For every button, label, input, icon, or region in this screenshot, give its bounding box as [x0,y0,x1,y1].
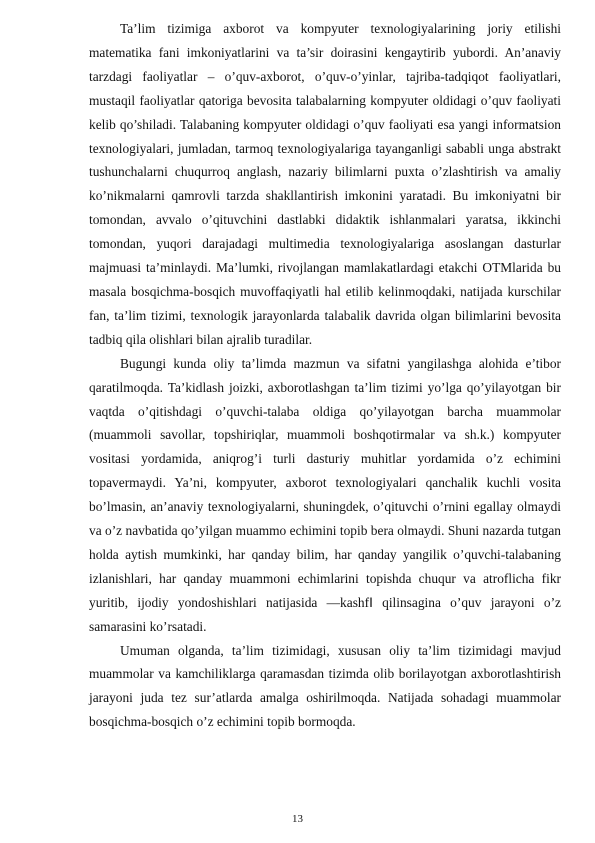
page-number: 13 [292,813,303,825]
paragraph-3: Umuman olganda, ta’lim tizimidagi, xususan oliy ta’lim tizimidagi mavjud muammolar va kamchiliklarga qaramasdan tizimda olib borilayotgan axborotlashtirish jarayoni juda tez sur’atlarda amalga oshirilmoqda. Natijada sohadagi muammolar bosqichma-bosqich o’z echimini topib bormoqda. [89,642,561,730]
paragraph-2: Bugungi kunda oliy ta’limda mazmun va sifatni yangilashga alohida e’tibor qaratilmoqda. Ta’kidlash joizki, axborotlashgan ta’lim tizimi yo’lga qo’yilayotgan bir vaqtda o’qitishdagi o’quvchi-talaba oldiga qo’yilayotgan barcha muammolar (muammoli savollar, topshiriqlar, muammoli boshqotirmalar va sh.k.) kompyuter vositasi yordamida, aniqrog’i turli dasturiy muhitlar yordamida o’z echimini topavermaydi. Ya’ni, kompyuter, axborot texnologiyalari qanchalik kuchli vosita bo’lmasin, an’anaviy texnologiyalarni, shuningdek, o’qituvchi o’rnini egallay olmaydi va o’z navbatida qo’yilgan muammo echimini topib bera olmaydi. Shuni nazarda tutgan holda aytish mumkinki, har qanday bilim, har qanday yangilik o’quvchi-talabaning izlanishlari, har qanday muammoni echimlarini topishda chuqur va atroflicha fikr yuritib, ijodiy yondoshishlari natijasida ―kashf‖ qilinsagina o’quv jarayoni o’z samarasini ko’rsatadi. [89,355,561,634]
paragraph-1: Ta’lim tizimiga axborot va kompyuter texnologiyalarining joriy etilishi matematika fani imkoniyatlarini va ta’sir doirasini kengaytirib yubordi. An’anaviy tarzdagi faoliyatlar – o’quv-axborot, o’quv-o’yinlar, tajriba-tadqiqot faoliyatlari, mustaqil faoliyatlar qatoriga bevosita talabalarning kompyuter oldidagi o’quv faoliyati kelib qo’shiladi. Talabaning kompyuter oldidagi o’quv faoliyati esa yangi informatsion texnologiyalari, jumladan, tarmoq texnologiyalariga tayanganligi sababli unga abstrakt tushunchalarni chuqurroq anglash, nazariy bilimlarni puxta o’zlashtirish va amaliy ko’nikmalarni qamrovli tarzda shakllantirish imkonini yaratadi. Bu imkoniyatni bir tomondan, avvalo o’qituvchini dastlabki didaktik ishlanmalari yaratsa, ikkinchi tomondan, yuqori darajadagi multimedia texnologiyalariga asoslangan dasturlar majmuasi ta’minlaydi. Ma’lumki, rivojlangan mamlakatlardagi etakchi OTMlarida bu masala bosqichma-bosqich muvoffaqiyatli hal etilib kelinmoqdaki, natijada kurschilar fan, ta’lim tizimi, texnologik jarayonlarda talabalik davrida olgan bilimlarini bevosita tadbiq qila olishlari bilan ajralib turadilar. [89,21,561,347]
body-text [89,17,561,734]
